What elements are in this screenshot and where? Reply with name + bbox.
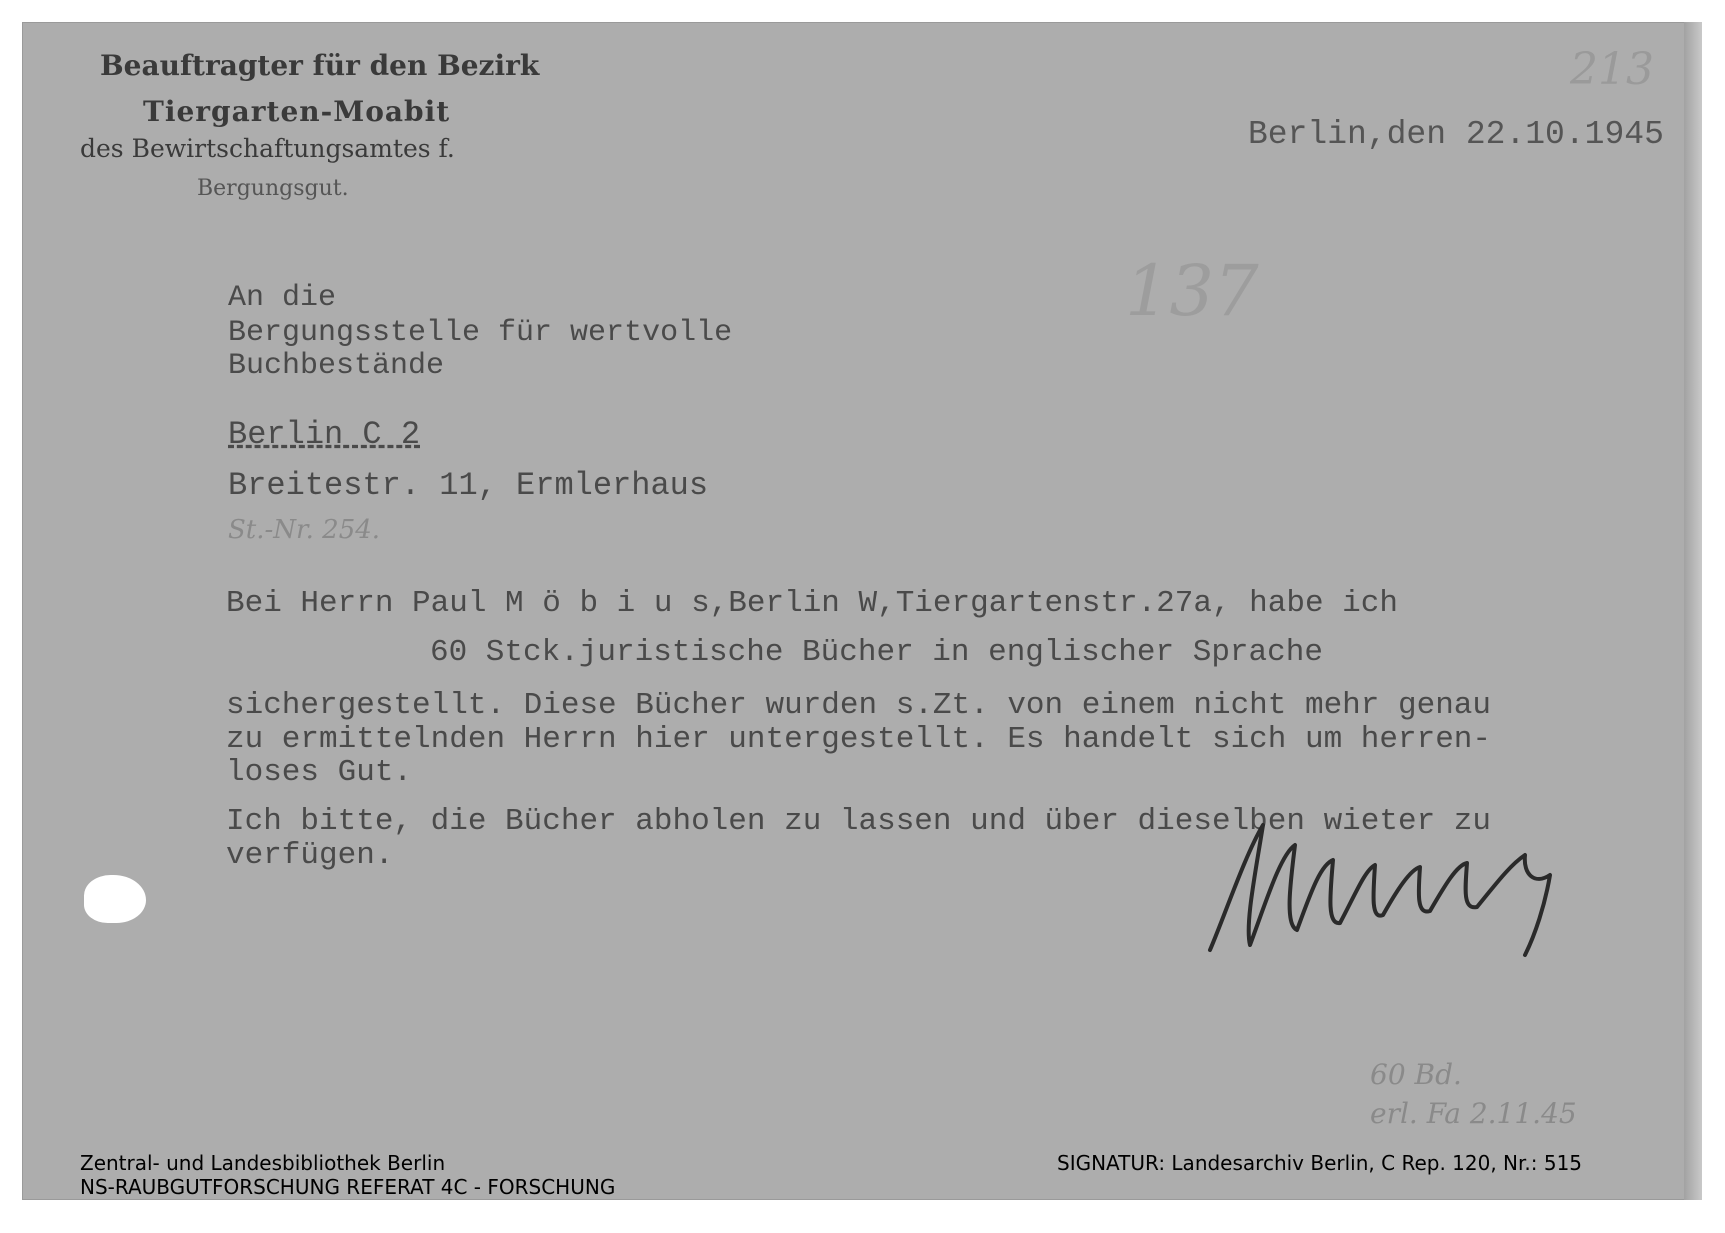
handwritten-note-1: 60 Bd. <box>1370 1058 1462 1091</box>
stamp-line-4: Bergungsgut. <box>197 176 349 201</box>
stamp-line-1: Beauftragter für den Bezirk <box>100 49 540 82</box>
stamp-line-2: Tiergarten-Moabit <box>143 95 451 128</box>
signature <box>1205 815 1575 965</box>
handwritten-note-2: erl. Fa 2.11.45 <box>1370 1097 1577 1130</box>
body-line-2: 60 Stck.juristische Bücher in englischer Sprache <box>430 635 1323 670</box>
recipient-line-1: An die <box>228 281 337 315</box>
recipient-street: Breitestr. 11, Ermlerhaus <box>228 467 709 504</box>
letter-date: Berlin,den 22.10.1945 <box>1248 116 1664 153</box>
body-line-5: loses Gut. <box>226 755 413 790</box>
body-line-4: zu ermittelnden Herrn hier untergestellt. Es handelt sich um herren- <box>226 722 1492 757</box>
stamp-line-3: des Bewirtschaftungsamtes f. <box>80 134 455 163</box>
handwritten-number: 137 <box>1125 250 1259 332</box>
recipient-city: Berlin C 2 <box>228 416 421 453</box>
body-line-6: Ich bitte, die Bücher abholen zu lassen und über dieselben wieter zu <box>226 804 1492 839</box>
body-line-7: verfügen. <box>226 838 394 873</box>
body-line-3: sichergestellt. Diese Bücher wurden s.Zt. von einem nicht mehr genau <box>226 688 1492 723</box>
handwritten-reference: St.-Nr. 254. <box>228 515 381 545</box>
handwritten-page-number: 213 <box>1570 44 1654 95</box>
punch-hole <box>84 875 146 923</box>
footer-institution-1: Zentral- und Landesbibliothek Berlin <box>80 1151 446 1175</box>
recipient-line-3: Buchbestände <box>228 349 445 383</box>
body-line-1: Bei Herrn Paul M ö b i u s,Berlin W,Tiergartenstr.27a, habe ich <box>226 586 1398 621</box>
footer-institution-2: NS-RAUBGUTFORSCHUNG REFERAT 4C - FORSCHUNG <box>80 1175 616 1199</box>
footer-signatur: SIGNATUR: Landesarchiv Berlin, C Rep. 120, Nr.: 515 <box>1057 1151 1583 1175</box>
recipient-line-2: Bergungsstelle für wertvolle <box>228 316 733 350</box>
